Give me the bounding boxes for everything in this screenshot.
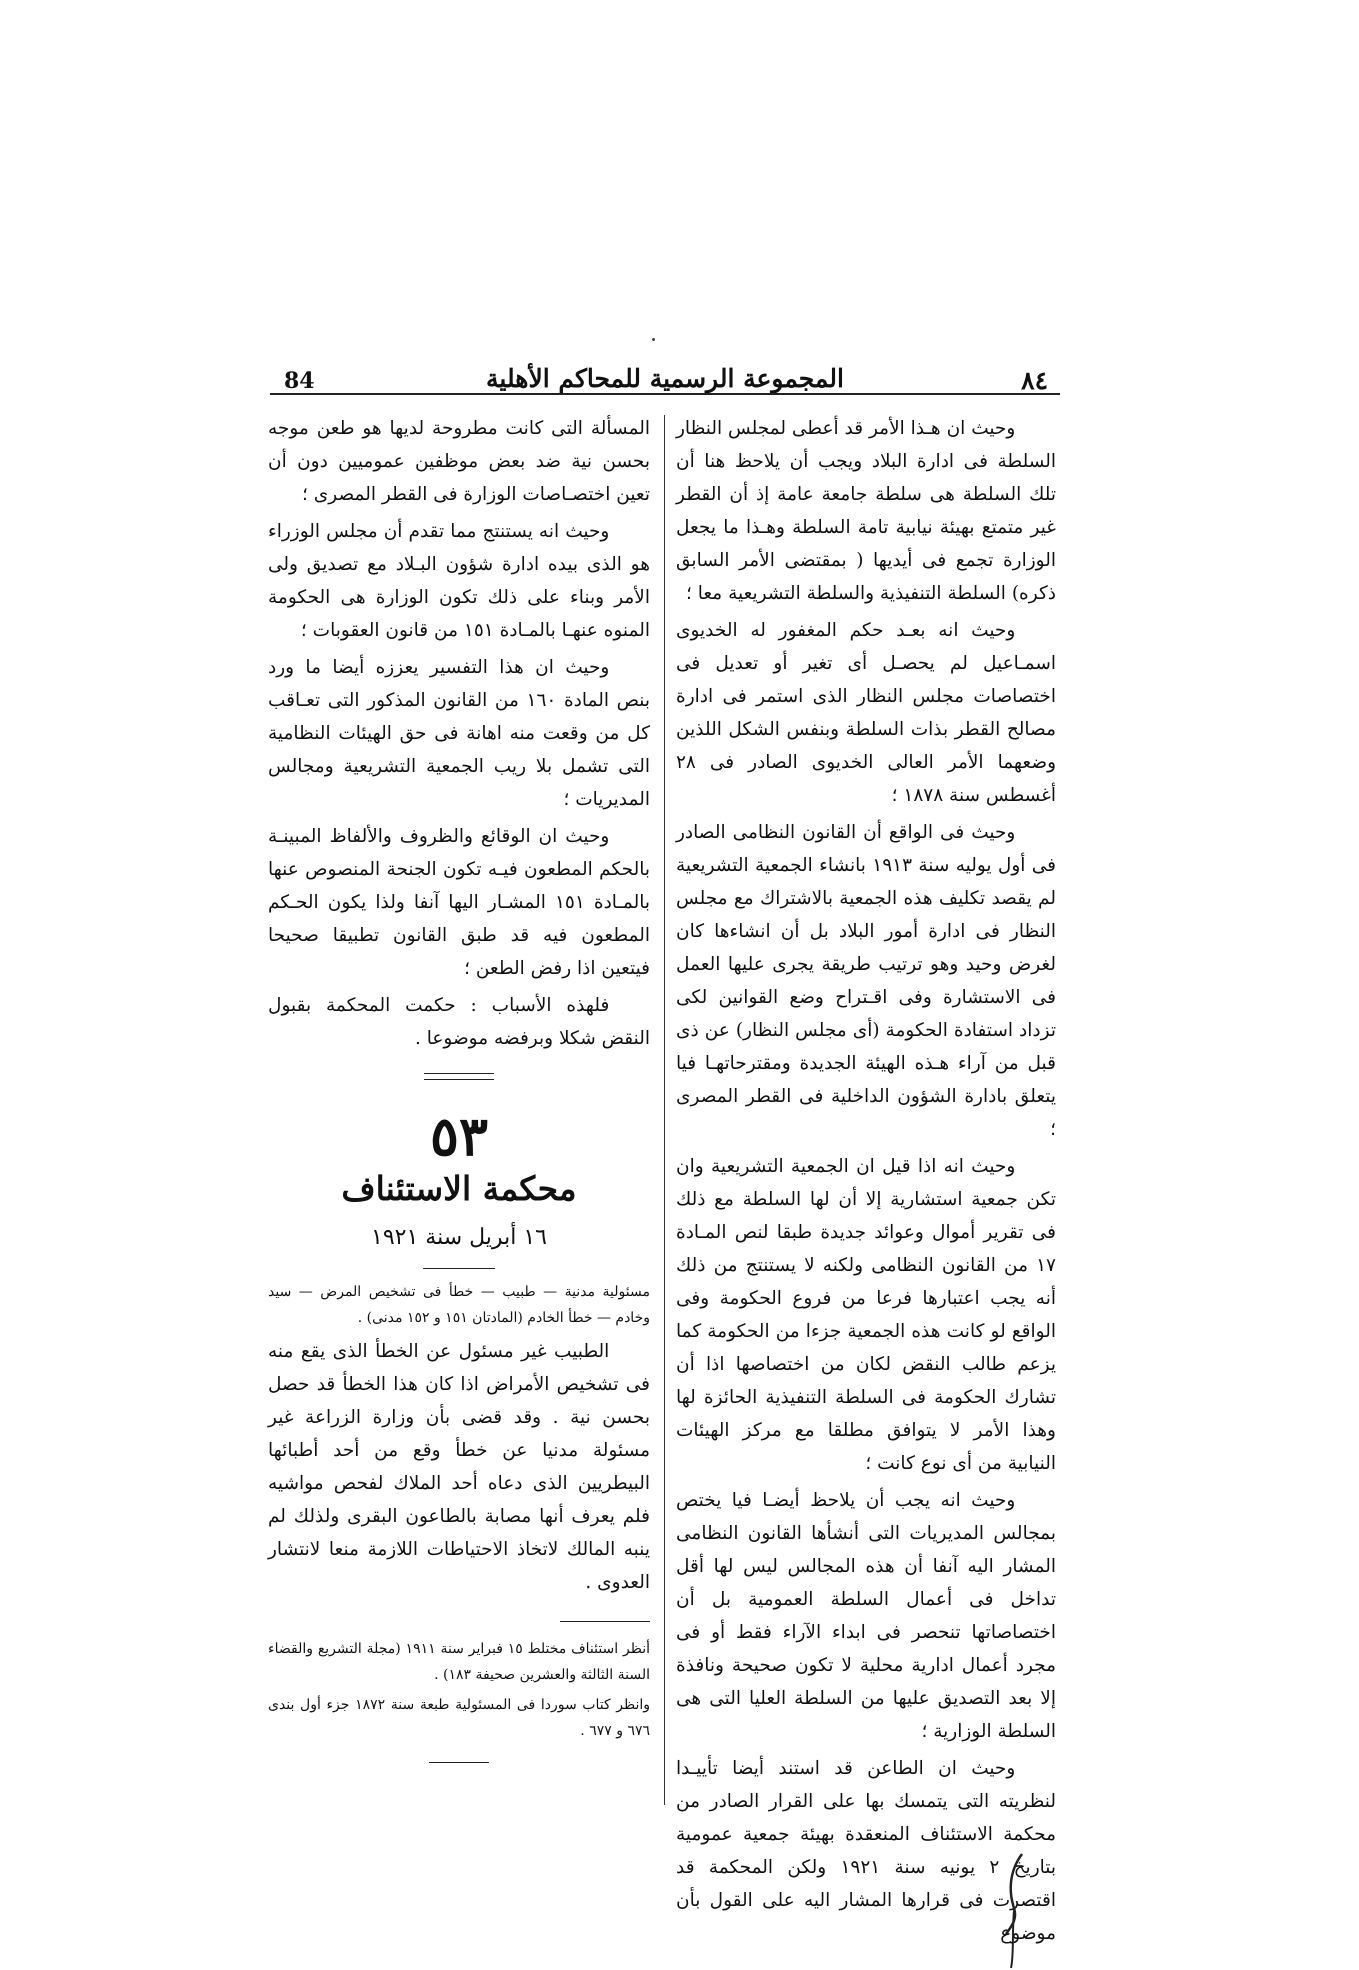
margin-bracket-mark — [1002, 1850, 1028, 1970]
date-rule — [423, 1268, 495, 1269]
paragraph: وحيث انه يستنتج مما تقدم أن مجلس الوزراء هو الذى بيده ادارة شؤون البـلاد مع تصديق ولى الأمر وبناء على ذلك تكون الوزارة هى الحكومة المنوه عنهـا بالمـادة ١٥١ من قانون العقوبات ؛ — [268, 521, 650, 641]
paragraph: وحيث انه اذا قيل ان الجمعية التشريعية وان تكن جمعية استشارية إلا أن لها السلطة مع ذلك فى تقرير أموال وعوائد جديدة طبقا لنص المـادة ١٧ من القانون النظامى ولكنه لا يستنتج من ذلك أنه يجب اعتبارها فرعا من فروع الحكومة وفى الواقع لو كانت هذه الجمعية جزءا من الحكومة كما يزعم طالب النقض لكان من اختصاصها اذا أن تشارك الحكومة فى السلطة التنفيذية الحائزة لها وهذا الأمر لا يتوافق مطلقا مع مركز الهيئات النيابية من أى نوع كانت ؛ — [676, 1156, 1056, 1474]
footnote: وانظر كتاب سوردا فى المسئولية طبعة سنة ١٨٧٢ جزء أول بندى ٦٧٦ و ٦٧٧ . — [268, 1697, 651, 1739]
section-separator — [424, 1073, 494, 1080]
paragraph: وحيث ان هذا التفسير يعززه أيضا ما ورد بنص المادة ١٦٠ من القانون المذكور التى تعـاقب كل من وقعت منه اهانة فى حق الهيئات النظامية التى تشمل بلا ريب الجمعية التشريعية ومجالس المديريات ؛ — [268, 657, 651, 810]
right-column — [676, 412, 1057, 1944]
case-number: ٥٣ — [429, 1104, 488, 1168]
case-keywords: مسئولية مدنية — طبيب — خطأ فى تشخيص المرض — سيد وخادم — خطأ الخادم (المادتان ١٥١ و ١٥٢ مدنى) . — [268, 1284, 650, 1326]
end-rule — [429, 1762, 489, 1763]
page-number-latin: 84 — [284, 368, 315, 394]
left-column — [268, 412, 650, 1763]
paragraph: وحيث ان الوقائع والظروف والألفاظ المبينـة بالحكم المطعون فيـه تكون الجنحة المنصوص عنها بالمـادة ١٥١ المشـار اليها آنفا ولذا يكون الحـكم المطعون فيه قد طبق القانون تطبيقا صحيحا فيتعين اذا رفض الطعن ؛ — [268, 826, 650, 979]
case-date: ١٦ أبريل سنة ١٩٢١ — [371, 1225, 547, 1250]
footnote: أنظر استئناف مختلط ١٥ فبراير سنة ١٩١١ (مجلة التشريع والقضاء السنة الثالثة والعشرين صحيفة ١٨٣) . — [268, 1641, 650, 1683]
paragraph: وحيث انه بعـد حكم المغفور له الخديوى اسمـاعيل لم يحصـل أى تغير أو تعديل فى اختصاصات مجلس النظار الذى استمر فى ادارة مصالح القطر بذات السلطة وبنفس الشكل اللذين وضعهما الأمر العالى الخديوى الصادر فى ٢٨ أغسطس سنة ١٨٧٨ ؛ — [676, 620, 1056, 806]
paragraph: وحيث انه يجب أن يلاحظ أيضـا فيا يختص بمجالس المديريات التى أنشأها القانون النظامى المشار اليه آنفا أن هذه المجالس ليس لها أقل تداخل فى أعمال السلطة العمومية بل أن اختصاصاتها تنحصر فى ابداء الآراء فقط أو فى مجرد أعمال ادارية محلية لا تكون صحيحة ونافذة إلا بعد التصديق عليها من السلطة العليا التى هى السلطة الوزارية ؛ — [676, 1490, 1056, 1742]
paragraph: وحيث ان الطاعن قد استند أيضا تأييـدا لنظريته التى يتمسك بها على القرار الصادر من محكمة الاستئناف المنعقدة بهيئة جمعية عمومية بتاريخ ٢ يونيه سنة ١٩٢١ ولكن المحكمة قد اقتصرت فى قرارها المشار اليه على القول بأن موضوع — [676, 1758, 1057, 1944]
page-number-arabic: ٨٤ — [1021, 366, 1048, 395]
paragraph: وحيث فى الواقع أن القانون النظامى الصادر فى أول يوليه سنة ١٩١٣ بانشاء الجمعية التشريعية لم يقصد تكليف هذه الجمعية بالاشتراك مع مجلس النظار فى ادارة أمور البلاد بل أن انشاءها كان لغرض وحيد وهو ترتيب طريقة يجرى عليها العمل فى الاستشارة وفى اقـتراح وضع القوانين لكى تزداد استفادة الحكومة (أى مجلس النظار) عن ذى قبل من آراء هـذه الهيئة الجديدة ومقترحاتهـا فيا يتعلق بادارة الشؤون الداخلية فى القطر المصرى ؛ — [676, 822, 1056, 1140]
paragraph: المسألة التى كانت مطروحة لديها هو طعن موجه بحسن نية ضد بعض موظفين عموميين دون أن تعين اختصـاصات الوزارة فى القطر المصرى ؛ — [268, 418, 650, 505]
court-name: محكمة الاستئناف — [341, 1169, 577, 1208]
footnote-rule — [560, 1621, 650, 1622]
column-divider — [664, 415, 665, 1805]
print-speck — [652, 338, 655, 341]
header-rule — [270, 393, 1060, 395]
running-title: المجموعة الرسمية للمحاكم الأهلية — [486, 364, 844, 393]
paragraph: فلهذه الأسباب : حكمت المحكمة بقبول النقض شكلا وبرفضه موضوعا . — [268, 995, 650, 1049]
case-headnote: الطبيب غير مسئول عن الخطأ الذى يقع منه فى تشخيص الأمراض اذا كان هذا الخطأ قد حصل بحسن نية . وقد قضى بأن وزارة الزراعة غير مسئولة مدنيا عن خطأ وقع من أحد أطبائها البيطريين الذى دعاه أحد الملاك لفحص مواشيه فلم يعرف أنها مصابة بالطاعون البقرى ولذلك لم ينبه المالك لاتخاذ الاحتياطات اللازمة منعا لانتشار العدوى . — [268, 1341, 650, 1593]
paragraph: وحيث ان هـذا الأمر قد أعطى لمجلس النظار السلطة فى ادارة البلاد ويجب أن يلاحظ هنا أن تلك السلطة هى سلطة جامعة عامة إذ أن القطر غير متمتع بهيئة نيابية تامة السلطة وهـذا ما يجعل الوزارة تجمع فى أيديها ( بمقتضى الأمر السابق ذكره) السلطة التنفيذية والسلطة التشريعية معا ؛ — [676, 418, 1056, 604]
